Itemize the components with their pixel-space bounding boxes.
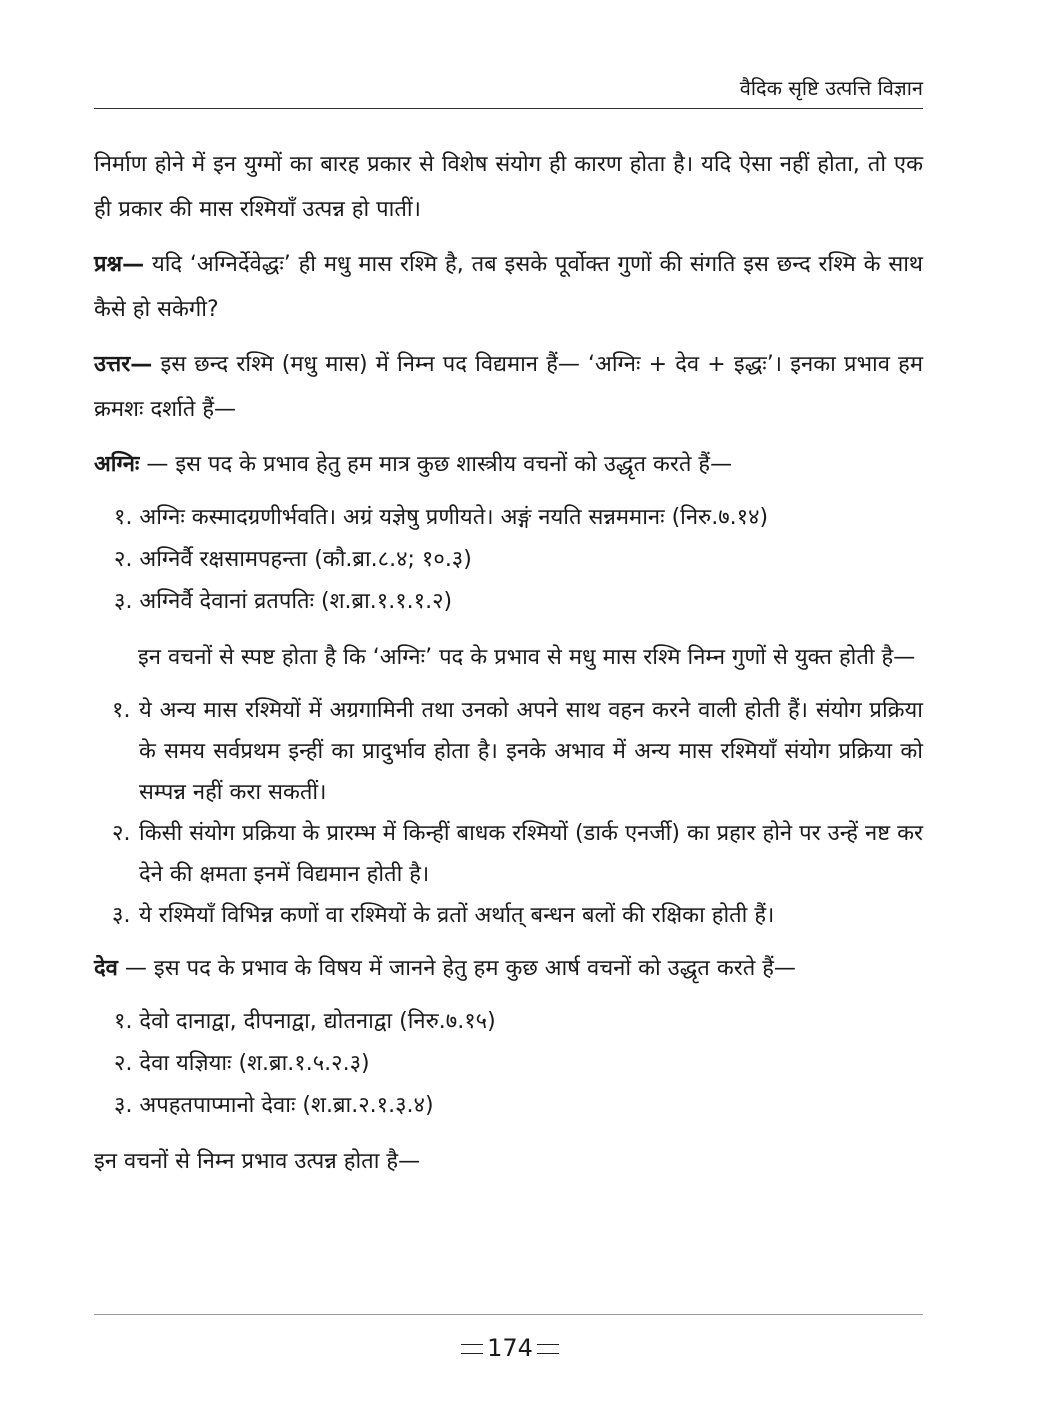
effect-text: ये अन्य मास रश्मियों में अग्रगामिनी तथा उनको अपने साथ वहन करने वाली होती हैं। संयोग प्रक्रिया के समय सर्वप्रथम इन्हीं का प्रादुर्भाव होता है। इनके अभाव में अन्य मास रश्मियाँ संयोग प्रक्रिया को सम्पन्न नहीं करा सकतीं। [139, 698, 923, 805]
page-number-ornament-right [537, 1344, 559, 1354]
quote-item: २. अग्निर्वै रक्षसामपहन्ता (कौ.ब्रा.८.४; १०.३) [114, 547, 472, 572]
footer-rule [94, 1314, 923, 1315]
page-number-block [0, 1330, 1020, 1366]
agni-text: — इस पद के प्रभाव हेतु हम मात्र कुछ शास्त्रीय वचनों को उद्धृत करते हैं— [139, 452, 733, 477]
effect-number: २. [112, 821, 131, 846]
question-text: यदि ‘अग्निर्देवेद्धः’ ही मधु मास रश्मि है, तब इसके पूर्वोक्त गुणों की संगति इस छन्द रश्मि के साथ कैसे हो सकेगी? [94, 252, 923, 322]
agni-conclusion: इन वचनों से स्पष्ट होता है कि ‘अग्निः’ पद के प्रभाव से मधु मास रश्मि निम्न गुणों से युक्त होती है— [138, 645, 916, 670]
deva-label: देव [94, 956, 118, 981]
header-rule [94, 108, 923, 109]
quote-item: १. देवो दानाद्वा, दीपनाद्वा, द्योतनाद्वा (निरु.७.१५) [114, 1009, 496, 1034]
answer-label: उत्तर— [94, 352, 153, 377]
effect-text: ये रश्मियाँ विभिन्न कणों वा रश्मियों के व्रतों अर्थात् बन्धन बलों की रक्षिका होती हैं। [139, 903, 775, 928]
quote-item: १. अग्निः कस्मादग्रणीर्भवति। अग्रं यज्ञेषु प्रणीयते। अङ्गं नयति सन्नममानः (निरु.७.१४) [114, 505, 769, 530]
answer-paragraph [94, 342, 923, 432]
agni-quote-list [94, 497, 923, 623]
page-number-ornament-left [461, 1344, 483, 1354]
effect-item [94, 813, 923, 895]
deva-text: — इस पद के प्रभाव के विषय में जानने हेतु हम कुछ आर्ष वचनों को उद्धृत करते हैं— [117, 956, 796, 981]
deva-paragraph [94, 946, 923, 991]
effect-item [94, 690, 923, 813]
page-body [94, 142, 923, 1194]
question-label: प्रश्न— [94, 252, 145, 277]
paragraph-continuation: निर्माण होने में इन युग्मों का बारह प्रकार से विशेष संयोग ही कारण होता है। यदि ऐसा नहीं होता, तो एक ही प्रकार की मास रश्मियाँ उत्पन्न हो पातीं। [94, 152, 923, 222]
effect-number: १. [112, 698, 131, 723]
deva-conclusion: इन वचनों से निम्न प्रभाव उत्पन्न होता है— [94, 1149, 421, 1174]
effect-item [94, 895, 923, 936]
quote-item: २. देवा यज्ञियाः (श.ब्रा.१.५.२.३) [114, 1051, 370, 1076]
question-paragraph [94, 242, 923, 332]
agni-label: अग्निः [94, 452, 140, 477]
quote-item: ३. अग्निर्वै देवानां व्रतपतिः (श.ब्रा.१.१.१.२) [114, 589, 453, 614]
effect-text: किसी संयोग प्रक्रिया के प्रारम्भ में किन्हीं बाधक रश्मियों (डार्क एनर्जी) का प्रहार होने पर उन्हें नष्ट कर देने की क्षमता इनमें विद्यमान होती है। [139, 821, 923, 887]
agni-effects-list [94, 690, 923, 936]
quote-item: ३. अपहतपाप्मानो देवाः (श.ब्रा.२.१.३.४) [114, 1093, 434, 1118]
deva-quote-list [94, 1001, 923, 1127]
effect-number: ३. [112, 903, 131, 928]
page-number: 174 [487, 1334, 533, 1362]
answer-text: इस छन्द रश्मि (मधु मास) में निम्न पद विद्यमान हैं— ‘अग्निः + देव + इद्धः’। इनका प्रभाव हम क्रमशः दर्शाते हैं— [94, 352, 923, 422]
running-head: वैदिक सृष्टि उत्पत्ति विज्ञान [739, 76, 923, 100]
agni-paragraph [94, 442, 923, 487]
